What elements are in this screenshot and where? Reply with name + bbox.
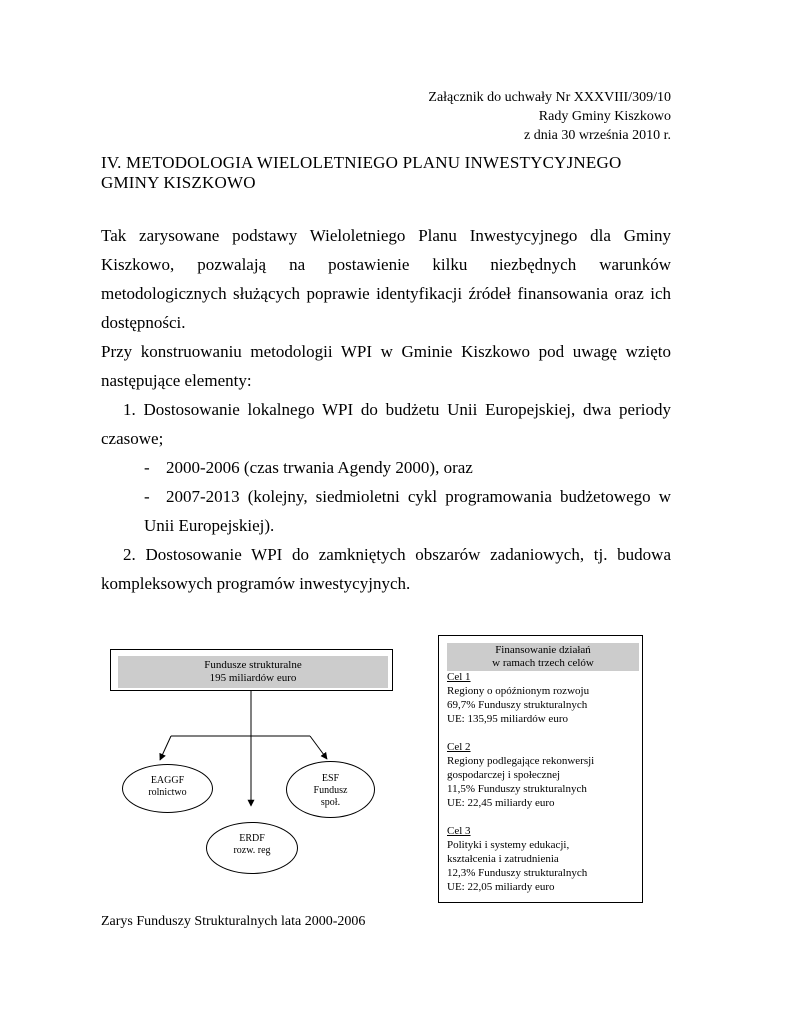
erdf-label: ERDF xyxy=(239,833,265,844)
dash-bullet: - xyxy=(144,458,150,477)
goal-2 xyxy=(447,740,639,810)
erdf-fund-ellipse xyxy=(206,822,298,874)
goal-3-line: kształcenia i zatrudnienia xyxy=(447,853,559,865)
goal-3-line: Polityki i systemy edukacji, xyxy=(447,839,570,851)
figure-caption: Zarys Funduszy Strukturalnych lata 2000-2006 xyxy=(101,914,366,929)
financing-header-line-1: Finansowanie działań xyxy=(495,644,591,656)
esf-label: ESF xyxy=(321,773,340,784)
eaggf-fund-ellipse xyxy=(122,764,213,813)
goal-2-line: gospodarczej i społecznej xyxy=(447,769,561,781)
dash-item-1-text: 2000-2006 (czas trwania Agendy 2000), oraz xyxy=(166,458,473,477)
erdf-description: rozw. reg xyxy=(233,845,271,856)
goal-2-title: Cel 2 xyxy=(447,741,471,753)
arrow-to-eaggf xyxy=(160,736,171,760)
financing-goals xyxy=(447,670,639,908)
goal-2-line: 11,5% Funduszy strukturalnych xyxy=(447,783,587,795)
goal-3-line: 12,3% Funduszy strukturalnych xyxy=(447,867,588,879)
structural-funds-amount: 195 miliardów euro xyxy=(209,672,297,684)
goal-1-line: UE: 135,95 miliardów euro xyxy=(447,713,568,725)
esf-description-1: Fundusz xyxy=(313,785,348,796)
eaggf-description: rolnictwo xyxy=(148,787,187,798)
header-line-3: z dnia 30 września 2010 r. xyxy=(524,128,671,143)
goal-1-line: 69,7% Funduszy strukturalnych xyxy=(447,699,588,711)
goal-1-title: Cel 1 xyxy=(447,671,471,683)
dash-item-2-text: 2007-2013 (kolejny, siedmioletni cykl programowania budżetowego w Unii Europejskiej). xyxy=(144,487,671,535)
goal-2-line: UE: 22,45 miliardy euro xyxy=(447,797,555,809)
goal-3-line: UE: 22,05 miliardy euro xyxy=(447,881,555,893)
financing-header xyxy=(447,643,639,671)
goal-2-line: Regiony podlegające rekonwersji xyxy=(447,755,595,767)
dash-bullet: - xyxy=(144,487,150,506)
header-line-2: Rady Gminy Kiszkowo xyxy=(538,109,671,124)
goal-3 xyxy=(447,824,639,894)
goal-1 xyxy=(447,670,639,726)
title-line-2: GMINY KISZKOWO xyxy=(101,173,256,192)
eaggf-label: EAGGF xyxy=(150,775,185,786)
paragraph-intro: Tak zarysowane podstawy Wieloletniego Planu Inwestycyjnego dla Gminy Kiszkowo, pozwalają na postawienie kilku niezbędnych warunków metodologicznych służących poprawie identyfikacji źródeł finansowania oraz ich dostępności. xyxy=(101,226,671,332)
header-line-1: Załącznik do uchwały Nr XXXVIII/309/10 xyxy=(428,90,671,105)
esf-fund-ellipse xyxy=(286,761,375,818)
list-item-1-text: 1. Dostosowanie lokalnego WPI do budżetu Unii Europejskiej, dwa periody czasowe; xyxy=(101,400,671,448)
goal-3-title: Cel 3 xyxy=(447,825,471,837)
structural-funds-label: Fundusze strukturalne xyxy=(204,659,302,671)
financing-header-line-2: w ramach trzech celów xyxy=(492,657,594,669)
esf-description-2: społ. xyxy=(320,797,341,808)
paragraph-elements: Przy konstruowaniu metodologii WPI w Gminie Kiszkowo pod uwagę wzięto następujące elementy: xyxy=(101,342,671,390)
list-item-2-text: 2. Dostosowanie WPI do zamkniętych obszarów zadaniowych, tj. budowa kompleksowych programów inwestycyjnych. xyxy=(101,545,671,593)
title-line-1: IV. METODOLOGIA WIELOLETNIEGO PLANU INWESTYCYJNEGO xyxy=(101,153,622,172)
arrow-to-esf xyxy=(310,736,327,759)
goal-1-line: Regiony o opóźnionym rozwoju xyxy=(447,685,590,697)
